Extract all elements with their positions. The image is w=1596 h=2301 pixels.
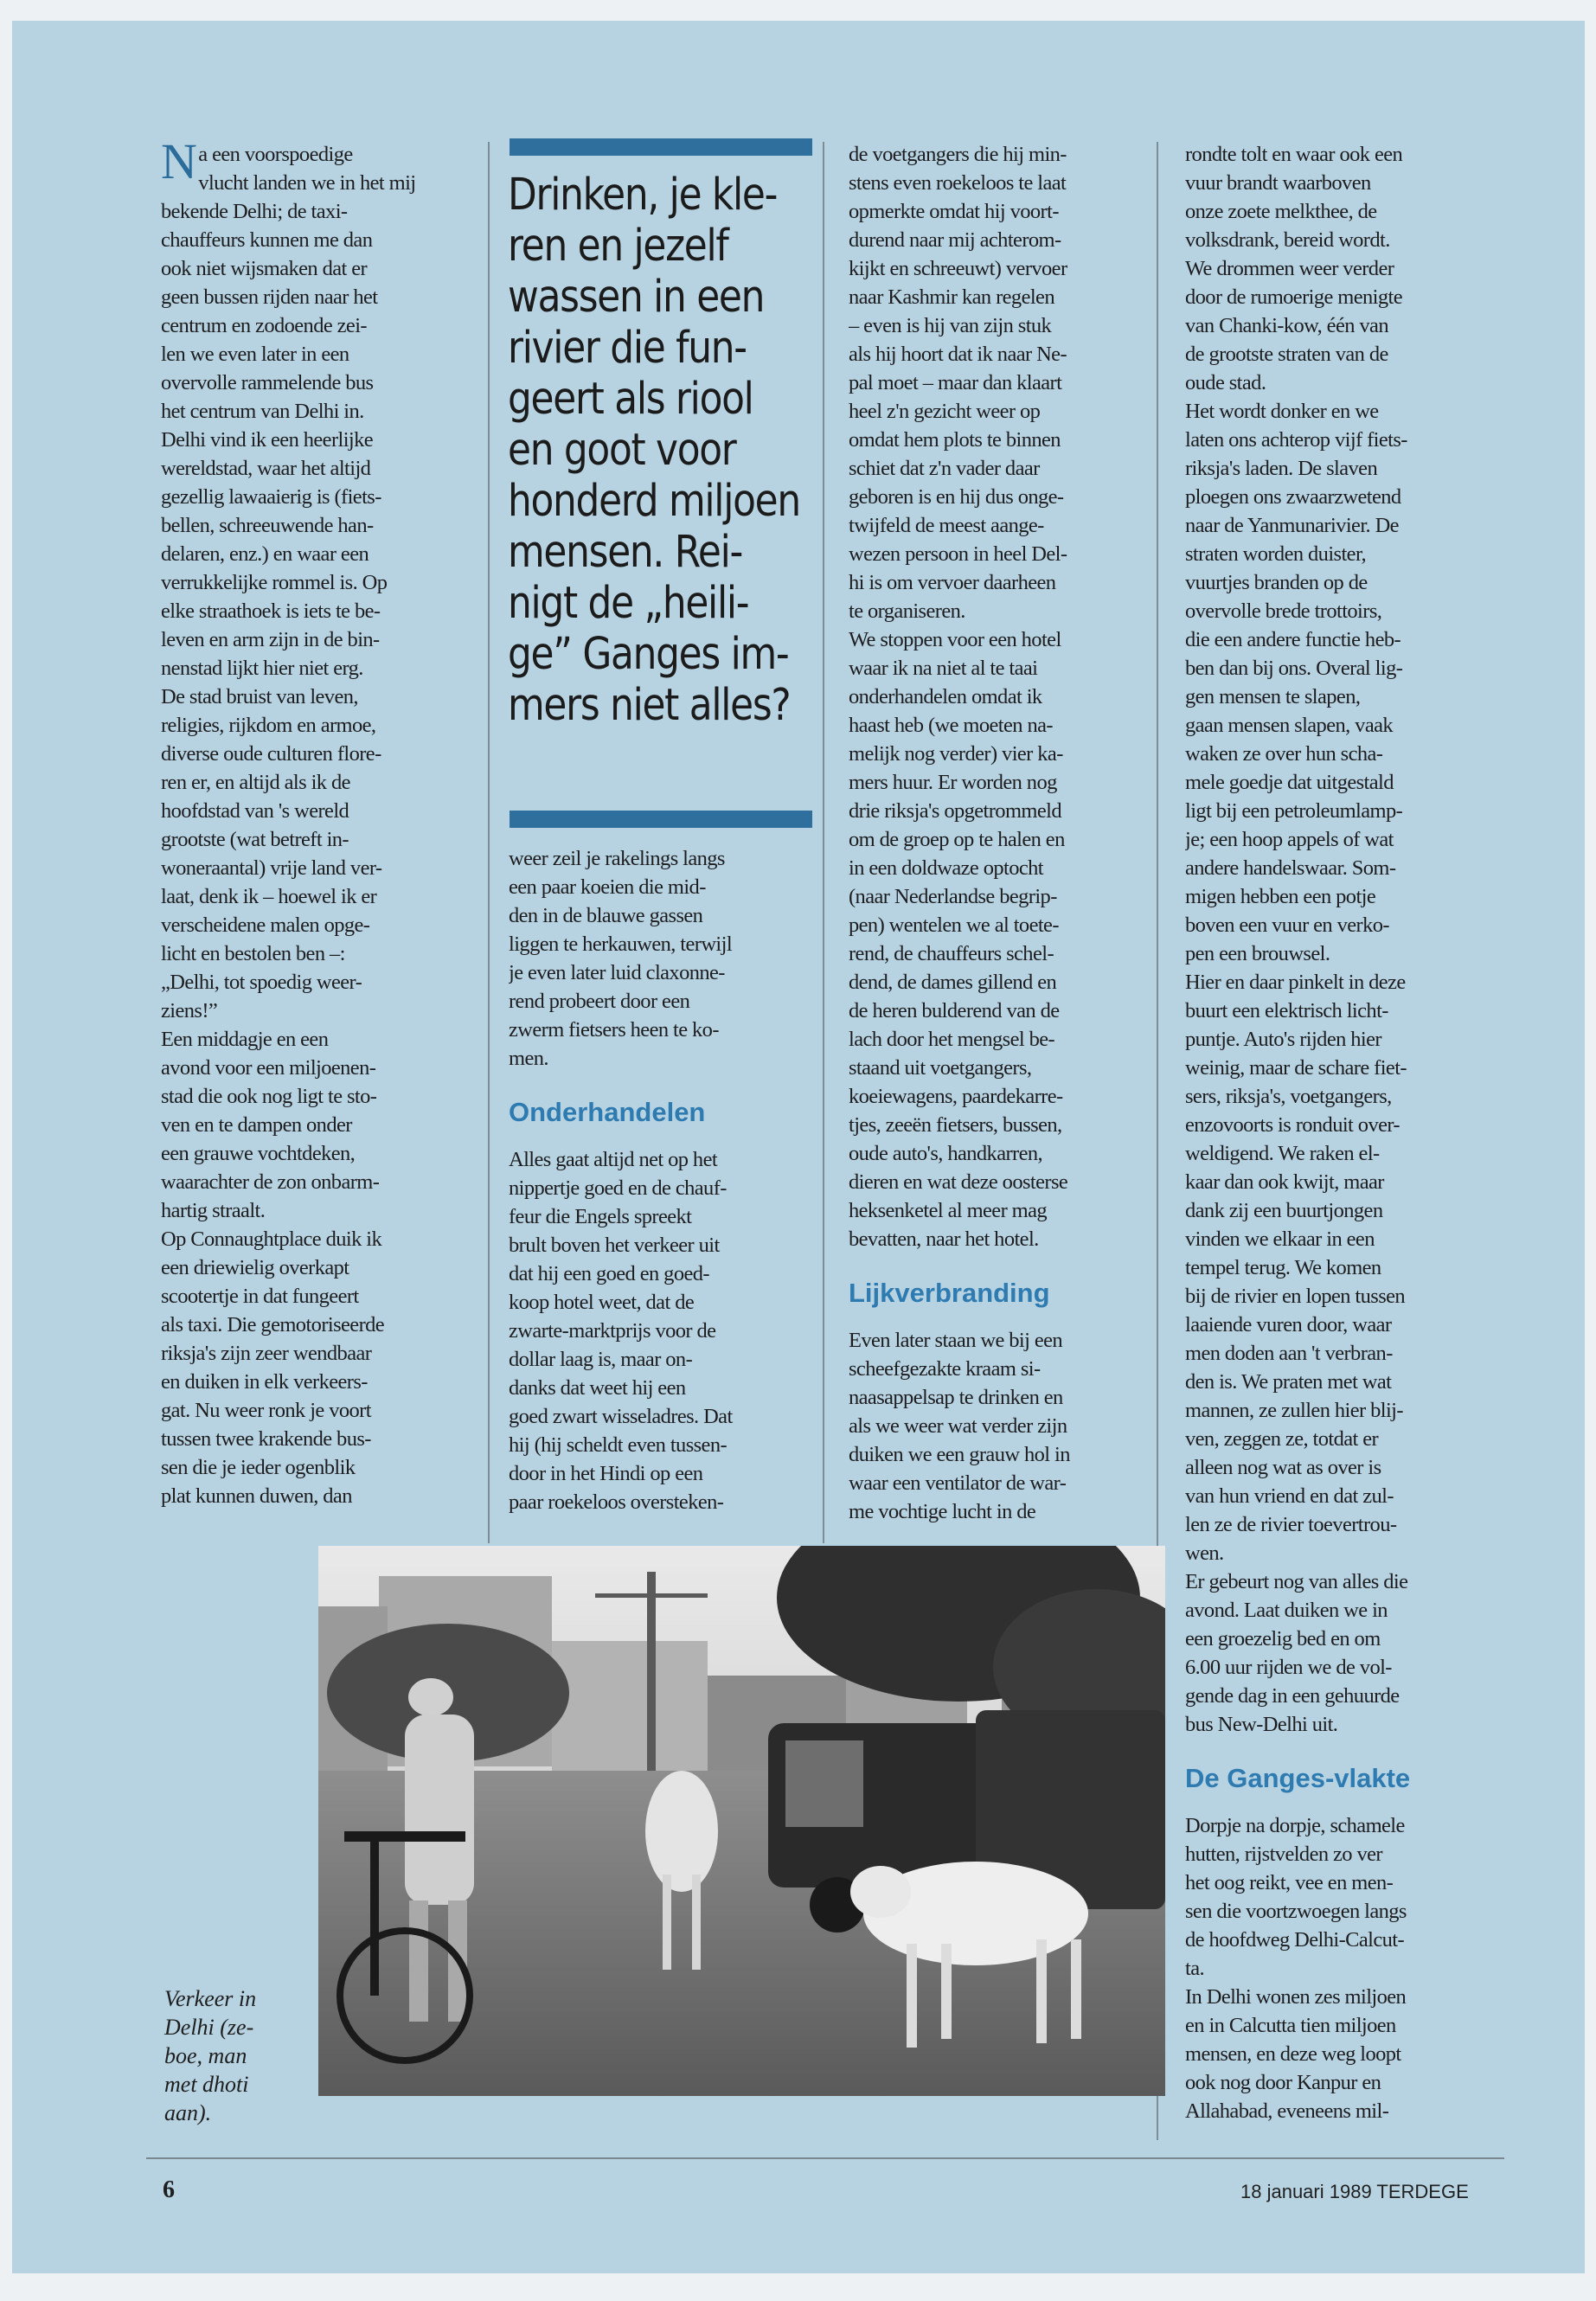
photo-caption: Verkeer in Delhi (ze- boe, man met dhoti aan). xyxy=(164,1986,257,2125)
column-2-text-b: Alles gaat altijd net op het nippertje goed en de chauf- feur die Engels spreekt brult boven het verkeer uit dat hij een goed en goed- koop hotel weet, dat de zwarte-marktprijs voor de dollar laag is, maar on- danks dat weet hij een goed zwart wisseladres. Dat hij (hij scheldt even tussen- door in het Hindi op een paar roekeloos oversteken- xyxy=(509,1148,733,1514)
column-2-text: weer zeil je rakelings langs een paar koeien die mid- den in de blauwe gassen liggen te herkauwen, terwijl je even later luid claxonne- rend probeert door een zwerm fietsers heen te ko- men. xyxy=(509,847,733,1070)
article-column-1 xyxy=(161,140,483,1541)
subhead-lijkverbranding: Lijkverbranding xyxy=(849,1278,1050,1308)
street-scene-image xyxy=(318,1546,1165,2096)
drop-cap: N xyxy=(161,140,197,189)
column-3-text-b: Even later staan we bij een scheefgezakte kraam si- naasappelsap te drinken en als we weer wat verder zijn duiken we een grauw hol in waar een ventilator de war- me vochtige lucht in de xyxy=(849,1329,1070,1523)
column-divider xyxy=(823,142,824,1543)
column-4-text: rondte tolt en waar ook een vuur brandt waarboven onze zoete melkthee, de volksdrank, bereid wordt. We drommen weer verder door de rumoerige menigte van Chanki-kow, één van de grootste straten van de oude stad. Het wordt donker en we laten ons achterop vijf fiets- riksja's laden. De slaven ploegen ons zwaarzwetend naar de Yanmunarivier. De straten worden duister, vuurtjes branden op de overvolle brede trottoirs, die een andere functie heb- ben dan bij ons. Overal lig- gen mensen te slapen, gaan mensen slapen, vaak waken ze over hun scha- mele goedje dat uitgestald ligt bij een petroleumlamp- je; een hoop appels of wat andere handelswaar. Som- migen hebben een potje boven een vuur en verko- pen een brouwsel. Hier en daar pinkelt in deze buurt een elektrisch licht- puntje. Auto's rijden hier weinig, maar de schare fiet- sers, riksja's, voetgangers, enzovoorts is ronduit over- weldigend. We raken el- kaar dan ook kwijt, maar dank zij een buurtjongen vinden we elkaar in een tempel terug. We komen bij de rivier en lopen tussen laaiende vuren door, waar men doden aan 't verbran- den is. We praten met wat mannen, ze zullen hier blij- ven, zeggen ze, totdat er alleen nog wat as over is van hun vriend en dat zul- len ze de rivier toevertrou- wen. Er gebeurt nog van alles die avond. Laat duiken we in een groezelig bed en om 6.00 uur rijden we de vol- gende dag in een gehuurde bus New-Delhi uit. xyxy=(1185,143,1408,1736)
subhead-onderhandelen: Onderhandelen xyxy=(509,1097,706,1127)
footer-rule xyxy=(146,2157,1504,2159)
pull-quote: Drinken, je kle- ren en jezelf wassen in een rivier die fun- geert als riool en goot voor honderd miljoen mensen. Rei- nigt de „heili- ge” Ganges im- mers niet alles? xyxy=(508,170,800,731)
pull-quote-bottom-bar xyxy=(510,811,812,828)
column-3-text: de voetgangers die hij min- stens even roekeloos te laat opmerkte omdat hij voort- durend naar mij achterom- kijkt en schreeuwt) vervoer naar Kashmir kan regelen – even is hij van zijn stuk als hij hoort dat ik naar Ne- pal moet – maar dan klaart heel z'n gezicht weer op omdat hem plots te binnen schiet dat z'n vader daar geboren is en hij dus onge- twijfeld de meest aange- wezen persoon in heel Del- hi is om vervoer daarheen te organiseren. We stoppen voor een hotel waar ik na niet al te taai onderhandelen omdat ik haast heb (we moeten na- melijk nog verder) vier ka- mers huur. Er worden nog drie riksja's opgetrommeld om de groep op te halen en in een doldwaze optocht (naar Nederlandse begrip- pen) wentelen we al toete- rend, de chauffeurs schel- dend, de dames gillend en de heren bulderend van de lach door het mengsel be- staand uit voetgangers, koeiewagens, paardekarre- tjes, zeeën fietsers, bussen, oude auto's, handkarren, dieren en wat deze oosterse heksenketel al meer mag bevatten, naar het hotel. xyxy=(849,143,1068,1251)
article-column-3 xyxy=(849,140,1153,1541)
column-divider xyxy=(488,142,490,1543)
street-photo xyxy=(318,1546,1165,2096)
column-4-text-b: Dorpje na dorpje, schamele hutten, rijstvelden zo ver het oog reikt, vee en men- sen die voortzwoegen langs de hoofdweg Delhi-Calcut- ta. In Delhi wonen zes miljoen en in Calcutta tien miljoen mensen, en deze weg loopt ook nog door Kanpur en Allahabad, eveneens mil- xyxy=(1185,1814,1407,2123)
column-1-text: a een voorspoedige vlucht landen we in het mij bekende Delhi; de taxi- chauffeurs kunnen me dan ook niet wijsmaken dat er geen bussen rijden naar het centrum en zodoende zei- len we even later in een overvolle rammelende bus het centrum van Delhi in. Delhi vind ik een heerlijke wereldstad, waar het altijd gezellig lawaaierig is (fiets- bellen, schreeuwende han- delaren, enz.) en waar een verrukkelijke rommel is. Op elke straathoek is iets te be- leven en arm zijn in de bin- nenstad lijkt hier niet erg. De stad bruist van leven, religies, rijkdom en armoe, diverse oude culturen flore- ren er, en altijd als ik de hoofdstad van 's wereld grootste (wat betreft in- woneraantal) vrije land ver- laat, denk ik – hoewel ik er verscheidene malen opge- licht en bestolen ben –: „Delhi, tot spoedig weer- ziens!” Een middagje en een avond voor een miljoenen- stad die ook nog ligt te sto- ven en te dampen onder een grauwe vochtdeken, waarachter de zon onbarm- hartig straalt. Op Connaughtplace duik ik een driewielig overkapt scootertje in dat fungeert als taxi. Die gemotoriseerde riksja's zijn zeer wendbaar en duiken in elk verkeers- gat. Nu weer ronk je voort tussen twee krakende bus- sen die je ieder ogenblik plat kunnen duwen, dan xyxy=(161,143,416,1508)
magazine-page xyxy=(12,21,1585,2273)
issue-footer: 18 januari 1989 TERDEGE xyxy=(1240,2181,1469,2202)
pull-quote-top-bar xyxy=(510,138,812,156)
page-number: 6 xyxy=(163,2176,175,2203)
article-column-4 xyxy=(1185,140,1505,2138)
subhead-ganges-vlakte: De Ganges-vlakte xyxy=(1185,1763,1411,1793)
article-column-2 xyxy=(509,844,818,1541)
